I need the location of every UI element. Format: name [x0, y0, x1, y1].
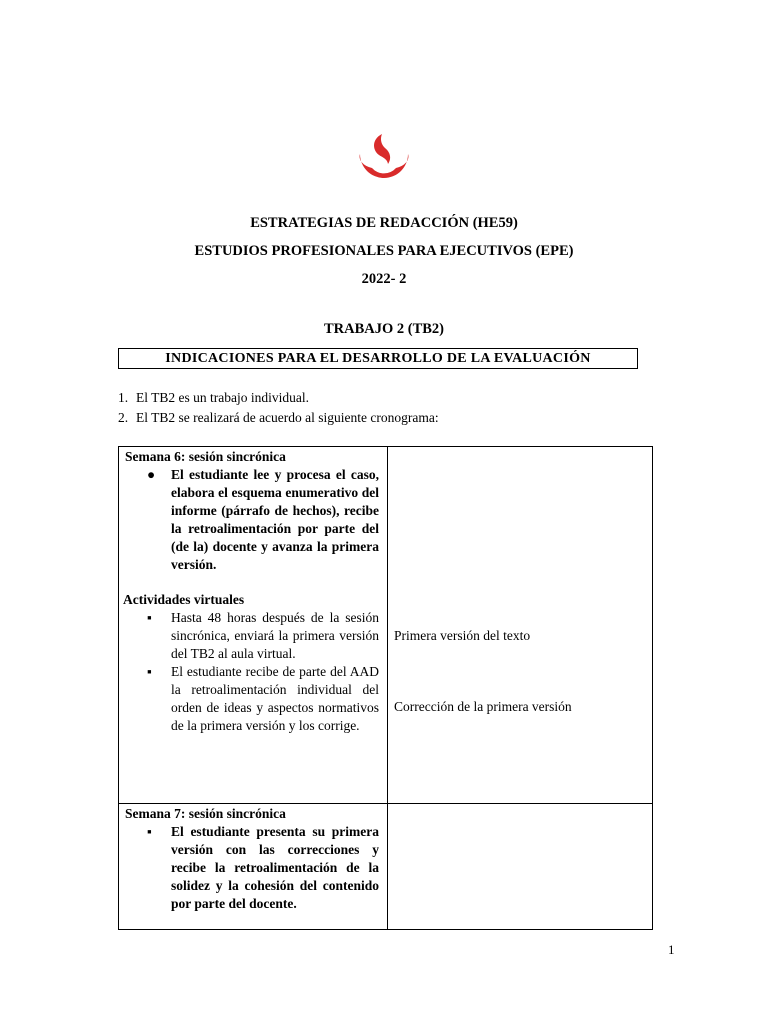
activity-item	[119, 663, 387, 735]
week6-bullet-text: El estudiante lee y procesa el caso, elabora el esquema enumerativo del informe (párrafo de hechos), recibe la retroalimentación por parte del (de la) docente y avanza la primera versión.	[171, 467, 379, 572]
page-number: 1	[668, 942, 675, 957]
virtual-activities-title: Actividades virtuales	[123, 592, 245, 607]
square-bullet-icon: ▪	[147, 664, 152, 679]
week6-activities-cell	[119, 447, 388, 804]
assignment-title: TRABAJO 2 (TB2)	[323, 321, 445, 337]
week7-bullet-text: El estudiante presenta su primera versión con las correcciones y recibe la retroalimentación de la solidez y la cohesión del contenido por parte del docente.	[171, 824, 379, 911]
period: 2022- 2	[361, 271, 407, 287]
schedule-table	[118, 446, 653, 930]
list-item	[118, 389, 309, 407]
week7-deliverables-cell	[388, 804, 653, 930]
week7-activities-cell	[119, 804, 388, 930]
deliverable-note: Primera versión del texto	[394, 628, 531, 643]
instructions-title: INDICACIONES PARA EL DESARROLLO DE LA EVALUACIÓN	[118, 348, 638, 369]
list-text: El TB2 es un trabajo individual.	[136, 390, 309, 405]
list-number: 1.	[118, 390, 129, 405]
bullet-icon: ●	[147, 467, 156, 482]
table-row	[119, 804, 653, 930]
week6-title: Semana 6: sesión sincrónica	[125, 449, 286, 464]
list-text: El TB2 se realizará de acuerdo al siguiente cronograma:	[136, 410, 439, 425]
week6-bullet	[119, 466, 387, 574]
activity-text: El estudiante recibe de parte del AAD la retroalimentación individual del orden de ideas y aspectos normativos de la primera versión y los corrige.	[171, 664, 379, 733]
table-row	[119, 447, 653, 804]
list-number: 2.	[118, 410, 129, 425]
activity-item	[119, 609, 387, 663]
week7-title: Semana 7: sesión sincrónica	[125, 806, 286, 821]
program-title: ESTUDIOS PROFESIONALES PARA EJECUTIVOS (EPE)	[194, 243, 574, 259]
university-logo-icon	[352, 128, 416, 192]
deliverable-note: Corrección de la primera versión	[394, 699, 572, 714]
activity-text: Hasta 48 horas después de la sesión sincrónica, enviará la primera versión del TB2 al aula virtual.	[171, 610, 379, 661]
week6-deliverables-cell	[388, 447, 653, 804]
week7-bullet	[119, 823, 387, 913]
square-bullet-icon: ▪	[147, 824, 152, 839]
course-title: ESTRATEGIAS DE REDACCIÓN (HE59)	[250, 215, 518, 231]
square-bullet-icon: ▪	[147, 610, 152, 625]
list-item	[118, 409, 439, 427]
